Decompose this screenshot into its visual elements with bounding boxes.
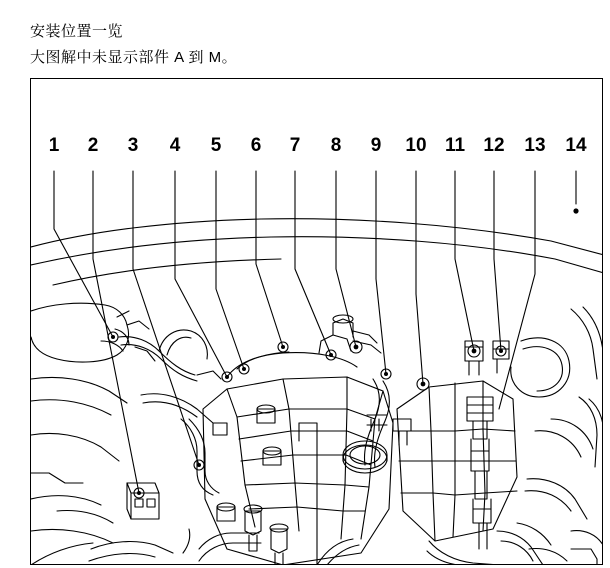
callout-number: 13 — [524, 135, 546, 156]
page-subtitle: 大图解中未显示部件 A 到 M。 — [30, 49, 238, 66]
engine-bay-diagram — [31, 79, 603, 565]
callout-number: 9 — [370, 135, 382, 156]
figure-frame — [30, 78, 603, 565]
callout-number: 10 — [405, 135, 427, 156]
callout-number: 4 — [169, 135, 181, 156]
callout-number: 11 — [444, 135, 466, 156]
page-title: 安装位置一览 — [30, 23, 124, 40]
callout-number: 12 — [483, 135, 505, 156]
callout-number: 8 — [330, 135, 342, 156]
callout-number: 3 — [127, 135, 139, 156]
callout-number: 7 — [289, 135, 301, 156]
callout-number: 14 — [565, 135, 587, 156]
callout-number: 1 — [48, 135, 60, 156]
callout-number: 2 — [87, 135, 99, 156]
callout-number: 6 — [250, 135, 262, 156]
callout-number: 5 — [210, 135, 222, 156]
